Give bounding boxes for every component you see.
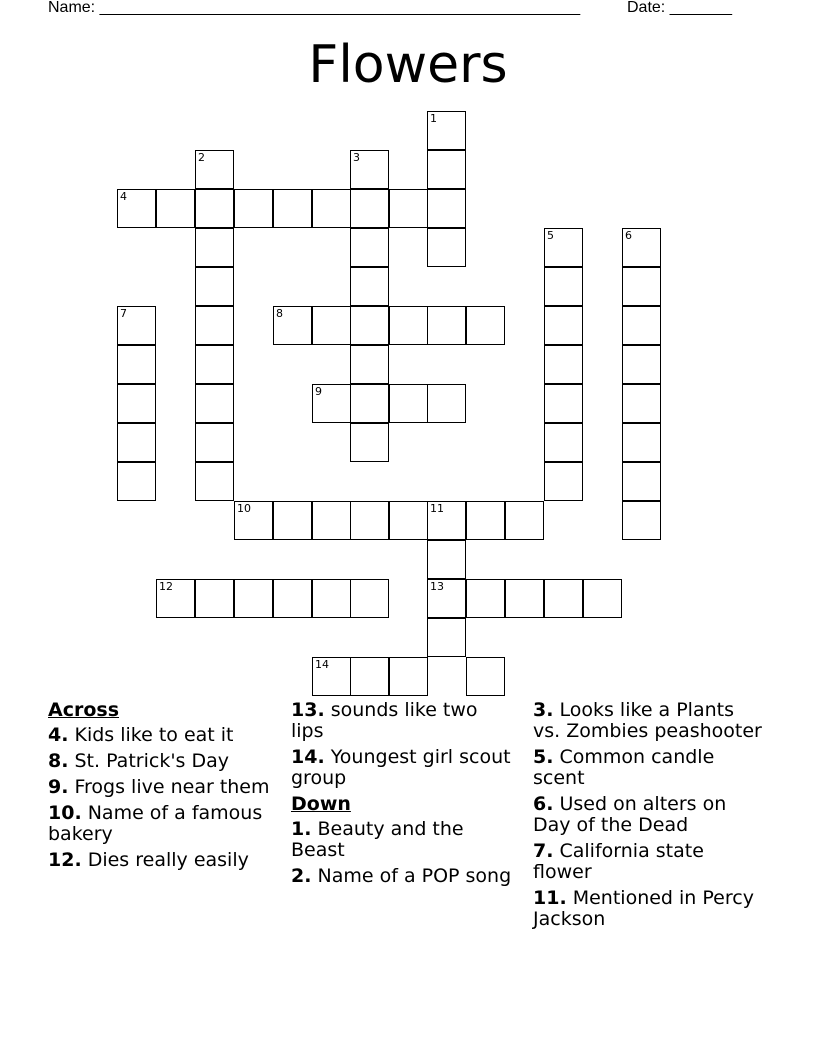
grid-cell[interactable] (622, 501, 661, 540)
grid-cell[interactable] (389, 189, 428, 228)
clue-item-number: 9. (48, 776, 69, 798)
grid-cell[interactable] (195, 150, 234, 189)
grid-cell[interactable] (622, 384, 661, 423)
clue-number: 7 (120, 307, 127, 320)
grid-cell[interactable] (544, 306, 583, 345)
grid-cell[interactable] (427, 501, 466, 540)
clue-item-text: Kids like to eat it (68, 724, 234, 746)
grid-cell[interactable] (312, 384, 351, 423)
grid-cell[interactable] (195, 267, 234, 306)
page-title: Flowers (308, 35, 508, 95)
across-heading: Across (48, 699, 120, 721)
grid-cell[interactable] (117, 306, 156, 345)
down-clue-list (291, 819, 516, 887)
grid-cell[interactable] (350, 267, 389, 306)
clue-number: 6 (625, 229, 632, 242)
grid-cell[interactable] (622, 462, 661, 501)
grid-cell[interactable] (427, 111, 466, 150)
grid-cell[interactable] (427, 189, 466, 228)
grid-cell[interactable] (195, 384, 234, 423)
grid-cell[interactable] (195, 306, 234, 345)
grid-cell[interactable] (427, 384, 466, 423)
clue-item-number: 10. (48, 802, 82, 824)
clue-number: 12 (159, 580, 173, 593)
clue-item (533, 700, 763, 742)
grid-cell[interactable] (195, 345, 234, 384)
clue-number: 2 (198, 151, 205, 164)
grid-cell[interactable] (389, 501, 428, 540)
grid-cell[interactable] (427, 150, 466, 189)
grid-cell[interactable] (195, 579, 234, 618)
grid-cell[interactable] (117, 462, 156, 501)
grid-cell[interactable] (234, 501, 273, 540)
grid-cell[interactable] (427, 306, 466, 345)
clue-item (291, 747, 516, 789)
grid-cell[interactable] (350, 306, 389, 345)
grid-cell[interactable] (544, 267, 583, 306)
grid-cell[interactable] (622, 306, 661, 345)
clue-item-text: California state flower (533, 840, 704, 883)
grid-cell[interactable] (505, 579, 544, 618)
grid-cell[interactable] (273, 579, 312, 618)
clue-number: 1 (430, 112, 437, 125)
grid-cell[interactable] (544, 423, 583, 462)
grid-cell[interactable] (156, 189, 195, 228)
grid-cell[interactable] (544, 228, 583, 267)
grid-cell[interactable] (389, 657, 428, 696)
clue-item-text: St. Patrick's Day (68, 750, 229, 772)
grid-cell[interactable] (312, 306, 351, 345)
clue-number: 13 (430, 580, 444, 593)
grid-cell[interactable] (273, 306, 312, 345)
grid-cell[interactable] (427, 540, 466, 579)
grid-cell[interactable] (350, 189, 389, 228)
grid-cell[interactable] (350, 501, 389, 540)
clue-item (533, 747, 763, 789)
grid-cell[interactable] (544, 384, 583, 423)
clue-item (291, 819, 516, 861)
clue-item-number: 3. (533, 699, 554, 721)
grid-cell[interactable] (117, 189, 156, 228)
clue-column-1 (48, 700, 273, 876)
grid-cell[interactable] (466, 306, 505, 345)
grid-cell[interactable] (389, 306, 428, 345)
grid-cell[interactable] (312, 579, 351, 618)
clue-number: 3 (353, 151, 360, 164)
grid-cell[interactable] (117, 345, 156, 384)
clue-item-text: Youngest girl scout group (291, 746, 511, 789)
grid-cell[interactable] (195, 462, 234, 501)
clue-number: 4 (120, 190, 127, 203)
grid-cell[interactable] (350, 228, 389, 267)
grid-cell[interactable] (156, 579, 195, 618)
grid-cell[interactable] (195, 189, 234, 228)
grid-cell[interactable] (427, 579, 466, 618)
across-clue-list-continued (291, 700, 516, 789)
clue-item-number: 13. (291, 699, 325, 721)
grid-cell[interactable] (350, 150, 389, 189)
grid-cell[interactable] (234, 189, 273, 228)
grid-cell[interactable] (273, 189, 312, 228)
clue-item (291, 866, 516, 887)
clue-item-text: Name of a famous bakery (48, 802, 263, 845)
clue-item-text: Name of a POP song (311, 865, 512, 887)
clue-item (291, 700, 516, 742)
grid-cell[interactable] (544, 462, 583, 501)
grid-cell[interactable] (312, 657, 351, 696)
clue-number: 14 (315, 658, 329, 671)
clue-item-number: 11. (533, 887, 567, 909)
grid-cell[interactable] (389, 384, 428, 423)
grid-cell[interactable] (505, 501, 544, 540)
grid-cell[interactable] (273, 501, 312, 540)
clue-number: 11 (430, 502, 444, 515)
grid-cell[interactable] (466, 501, 505, 540)
grid-cell[interactable] (350, 579, 389, 618)
grid-cell[interactable] (350, 423, 389, 462)
grid-cell[interactable] (622, 423, 661, 462)
clue-item-text: Used on alters on Day of the Dead (533, 793, 727, 836)
clue-item (533, 841, 763, 883)
clue-item-text: Looks like a Plants vs. Zombies peashooter (533, 699, 762, 742)
grid-cell[interactable] (544, 579, 583, 618)
down-heading: Down (291, 793, 351, 815)
clue-item-number: 4. (48, 724, 69, 746)
down-clue-list-continued (533, 700, 763, 930)
clue-item (48, 850, 273, 871)
grid-cell[interactable] (234, 579, 273, 618)
clue-item (48, 777, 273, 798)
grid-cell[interactable] (466, 657, 505, 696)
clue-item-text: Common candle scent (533, 746, 715, 789)
grid-cell[interactable] (622, 267, 661, 306)
date-field-label: Date: _______ (627, 0, 732, 16)
grid-cell[interactable] (312, 189, 351, 228)
grid-cell[interactable] (427, 228, 466, 267)
grid-cell[interactable] (117, 384, 156, 423)
clue-number: 10 (237, 502, 251, 515)
grid-cell[interactable] (622, 228, 661, 267)
name-field-label: Name: ______________________________________________________ (48, 0, 581, 16)
grid-cell[interactable] (622, 345, 661, 384)
clue-item-text: Beauty and the Beast (291, 818, 464, 861)
grid-cell[interactable] (312, 501, 351, 540)
clue-item (48, 803, 273, 845)
clue-item-number: 7. (533, 840, 554, 862)
grid-cell[interactable] (350, 384, 389, 423)
clue-item-number: 2. (291, 865, 312, 887)
grid-cell[interactable] (350, 657, 389, 696)
clue-column-2 (291, 700, 516, 892)
grid-cell[interactable] (583, 579, 622, 618)
clue-number: 9 (315, 385, 322, 398)
clue-item-number: 1. (291, 818, 312, 840)
clue-item-text: Mentioned in Percy Jackson (533, 887, 754, 930)
clue-item (48, 725, 273, 746)
grid-cell[interactable] (427, 618, 466, 657)
clue-item (533, 888, 763, 930)
across-clue-list (48, 725, 273, 871)
clue-item-text: Dies really easily (81, 849, 249, 871)
grid-cell[interactable] (195, 228, 234, 267)
grid-cell[interactable] (544, 345, 583, 384)
clue-item-number: 5. (533, 746, 554, 768)
clue-column-3 (533, 700, 763, 935)
clue-number: 8 (276, 307, 283, 320)
grid-cell[interactable] (195, 423, 234, 462)
grid-cell[interactable] (350, 345, 389, 384)
clue-item-text: Frogs live near them (68, 776, 270, 798)
clue-item-number: 6. (533, 793, 554, 815)
clue-item (48, 751, 273, 772)
clue-item-number: 14. (291, 746, 325, 768)
clue-item (533, 794, 763, 836)
grid-cell[interactable] (466, 579, 505, 618)
clue-item-number: 12. (48, 849, 82, 871)
clue-item-number: 8. (48, 750, 69, 772)
grid-cell[interactable] (117, 423, 156, 462)
clue-number: 5 (547, 229, 554, 242)
clue-item-text: sounds like two lips (291, 699, 478, 742)
